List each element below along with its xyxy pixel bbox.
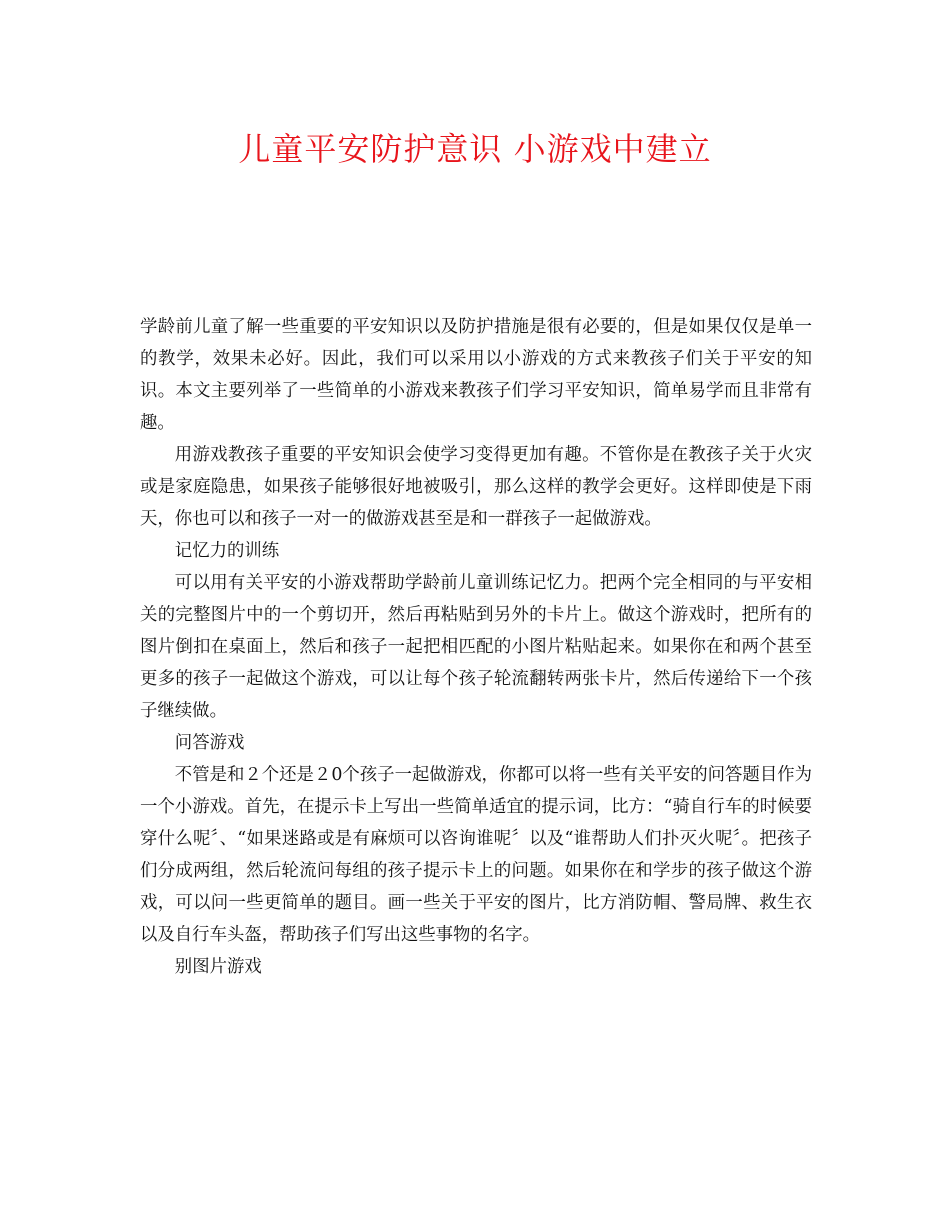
- document-title: 儿童平安防护意识 小游戏中建立: [238, 130, 712, 168]
- section-heading-quiz: 问答游戏: [174, 733, 245, 753]
- section-heading-memory: 记忆力的训练: [174, 541, 280, 561]
- paragraph-memory-game: 可以用有关平安的小游戏帮助学龄前儿童训练记忆力。把两个完全相同的与平安相关的完整图片中的一个剪切开，然后再粘贴到另外的卡片上。做这个游戏时，把所有的图片倒扣在桌面上，然后和孩子一起把相匹配的小图片粘贴起来。如果你在和两个甚至更多的孩子一起做这个游戏，可以让每个孩子轮流翻转两张卡片，然后传递给下一个孩子继续做。: [140, 573, 812, 721]
- paragraph-games-benefit: 用游戏教孩子重要的平安知识会使学习变得更加有趣。不管你是在教孩子关于火灾或是家庭隐患，如果孩子能够很好地被吸引，那么这样的教学会更好。这样即使是下雨天，你也可以和孩子一对一的做游戏甚至是和一群孩子一起做游戏。: [140, 445, 812, 529]
- paragraph-intro: 学龄前儿童了解一些重要的平安知识以及防护措施是很有必要的，但是如果仅仅是单一的教学，效果未必好。因此，我们可以采用以小游戏的方式来教孩子们关于平安的知识。本文主要列举了一些简单的小游戏来教孩子们学习平安知识，简单易学而且非常有趣。: [140, 317, 812, 433]
- section-heading-picture: 别图片游戏: [174, 957, 262, 977]
- paragraph-quiz-game: 不管是和２个还是２0个孩子一起做游戏，你都可以将一些有关平安的问答题目作为一个小游戏。首先，在提示卡上写出一些简单适宜的提示词，比方：“骑自行车的时候要穿什么呢〞、“如果迷路或是有麻烦可以咨询谁呢〞以及“谁帮助人们扑灭火呢〞。把孩子们分成两组，然后轮流问每组的孩子提示卡上的问题。如果你在和学步的孩子做这个游戏，可以问一些更简单的题目。画一些关于平安的图片，比方消防帽、警局牌、救生衣以及自行车头盔，帮助孩子们写出这些事物的名字。: [140, 765, 812, 945]
- document-body: [140, 311, 812, 983]
